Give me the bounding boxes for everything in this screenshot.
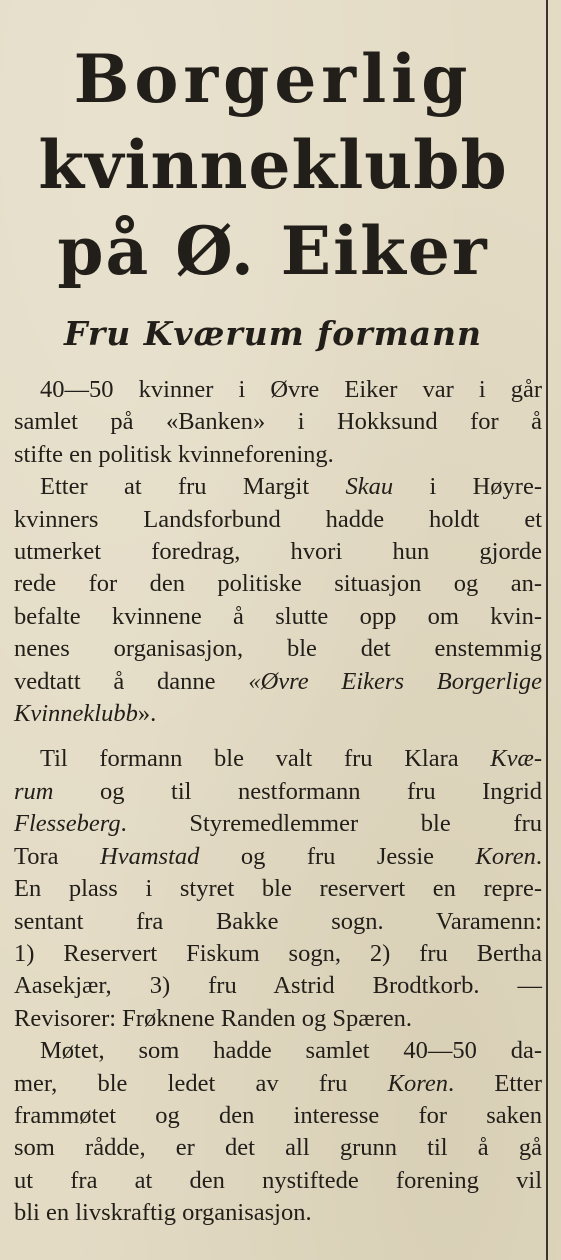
text-line: [14, 776, 542, 808]
name-kvaerum: Kvæ-: [490, 745, 542, 773]
text-segment: Tora: [14, 842, 101, 870]
name-kvaerum-end: rum: [14, 777, 54, 805]
text-segment: . Etter: [448, 1069, 542, 1097]
text-segment: .: [535, 842, 542, 870]
text-line: stifte en politisk kvinneforening.: [14, 440, 334, 468]
club-name: «Øvre Eikers Borgerlige: [248, 667, 542, 695]
text-segment: og til nestformann fru Ingrid: [53, 777, 542, 805]
text-line: [14, 698, 542, 730]
headline-line-1: Borgerlig: [73, 40, 473, 118]
name-skau: Skau: [345, 473, 394, 501]
text-line: 40—50 kvinner i Øvre Eiker var i går: [40, 376, 542, 403]
text-line: Møtet, som hadde samlet 40—50 da-: [40, 1037, 542, 1065]
column-rule: [546, 0, 548, 1260]
text-line: utmerket foredrag, hvori hun gjorde: [14, 538, 542, 566]
text-segment: Etter at fru Margit: [40, 473, 346, 501]
text-line: frammøtet og den interesse for saken: [14, 1101, 542, 1129]
text-line: sentant fra Bakke sogn. Varamenn:: [14, 907, 542, 935]
text-line: bli en livskraftig organisasjon.: [14, 1199, 312, 1227]
name-koren: Koren: [475, 842, 536, 870]
text-segment: i Høyre-: [393, 473, 542, 501]
text-segment: . Styremedlemmer ble fru: [120, 810, 542, 838]
text-line: [14, 471, 542, 503]
text-line: [14, 666, 542, 698]
name-flesseberg: Flesseberg: [14, 810, 121, 838]
text-segment: vedtatt å danne: [14, 667, 249, 695]
text-line: samlet på «Banken» i Hokksund for å: [14, 408, 542, 436]
name-koren-2: Koren: [387, 1069, 448, 1097]
text-segment: Til formann ble valt fru Klara: [40, 745, 491, 773]
subheadline: Fru Kværum formann: [64, 314, 482, 353]
text-line: befalte kvinnene å slutte opp om kvin-: [14, 602, 542, 630]
text-segment: mer, ble ledet av fru: [14, 1069, 388, 1097]
headline-line-3: på Ø. Eiker: [57, 212, 489, 290]
text-line: nenes organisasjon, ble det enstemmig: [14, 635, 542, 663]
paragraph-4: [14, 1035, 542, 1229]
text-line: [14, 743, 542, 775]
text-line: Aasekjær, 3) fru Astrid Brodtkorb. —: [14, 972, 542, 1000]
paragraph-3: [14, 743, 542, 1035]
text-segment: ».: [137, 700, 157, 728]
text-line: 1) Reservert Fiskum sogn, 2) fru Bertha: [14, 939, 542, 967]
paragraph-1: [14, 374, 542, 471]
text-line: som rådde, er det all grunn til å gå: [14, 1134, 542, 1162]
text-line: [14, 841, 542, 873]
text-line: [14, 808, 542, 840]
text-segment: og fru Jessie: [199, 842, 476, 870]
text-line: kvinners Landsforbund hadde holdt et: [14, 505, 542, 533]
article-body: [14, 374, 542, 1230]
text-line: Revisorer: Frøknene Randen og Spæren.: [14, 1004, 413, 1032]
text-line: [14, 1068, 542, 1100]
name-hvamstad: Hvamstad: [100, 842, 200, 870]
text-line: ut fra at den nystiftede forening vil: [14, 1166, 542, 1194]
paragraph-2: [14, 471, 542, 730]
text-line: En plass i styret ble reservert en repre-: [14, 875, 542, 903]
club-name-end: Kvinneklubb: [14, 700, 138, 728]
headline-line-2: kvinneklubb: [38, 126, 508, 204]
text-line: rede for den politiske situasjon og an-: [14, 570, 542, 598]
